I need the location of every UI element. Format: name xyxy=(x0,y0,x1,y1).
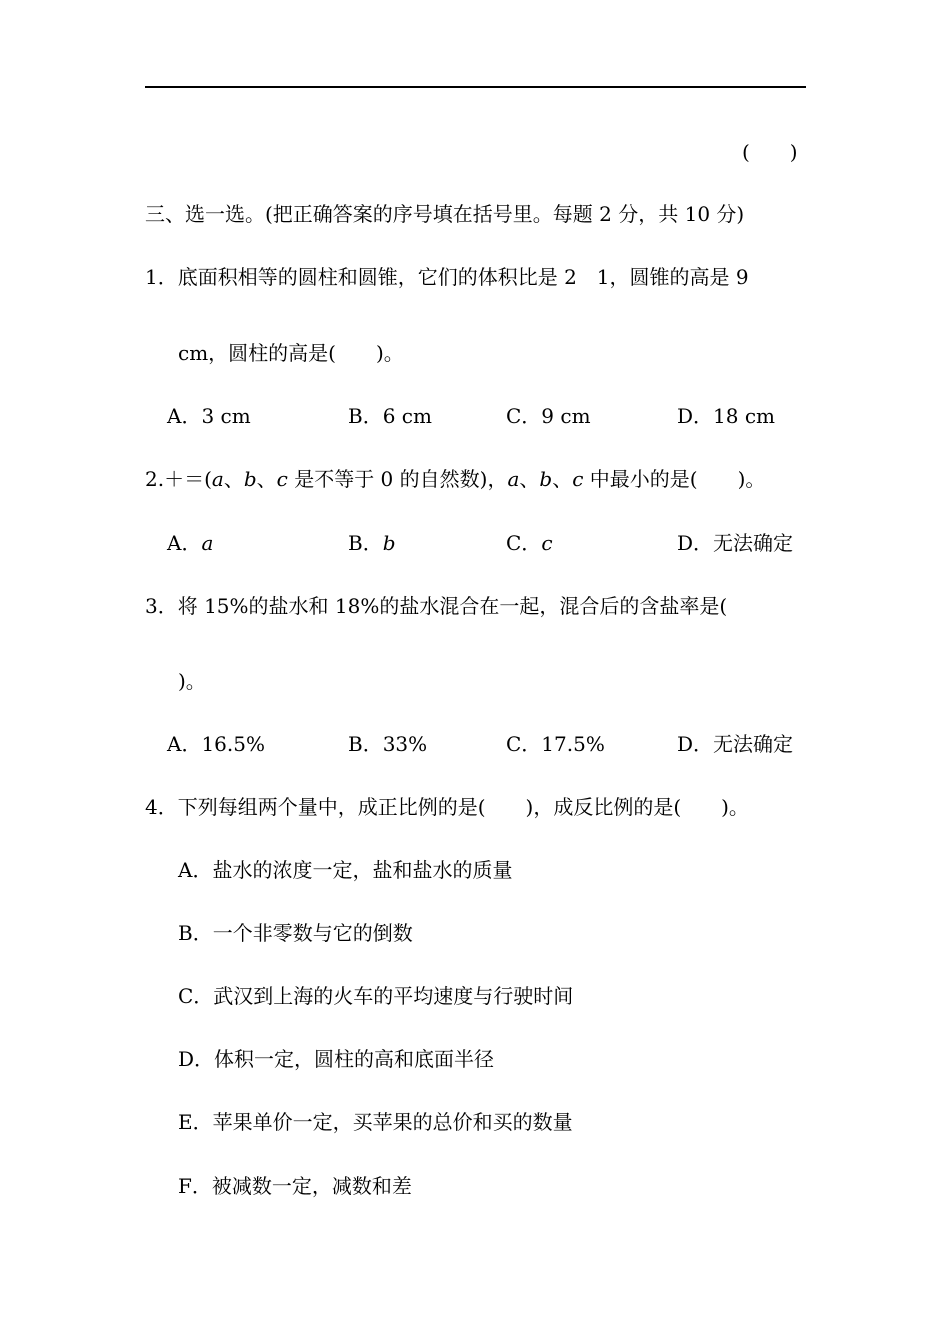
q2-suffix: 中最小的是( )。 xyxy=(583,467,766,491)
q2-option-d-value: 无法确定 xyxy=(713,531,794,555)
section-heading: 三、选一选。(把正确答案的序号填在括号里。每题 2 分，共 10 分) xyxy=(145,202,745,226)
q3-line2: )。 xyxy=(178,669,206,693)
q2-var-c2: c xyxy=(572,467,584,491)
q2-option-b-label: B． xyxy=(348,531,383,555)
q1-option-c: C．9 cm xyxy=(506,404,591,428)
answer-paren: ( ) xyxy=(742,140,798,164)
q1-option-d: D．18 cm xyxy=(677,404,776,428)
q2-var-a: a xyxy=(211,467,224,491)
q4-item-b: B．一个非零数与它的倒数 xyxy=(178,921,413,945)
q2-option-d xyxy=(677,529,793,557)
q2-var-b: b xyxy=(243,467,257,491)
q2-option-b-value: b xyxy=(382,531,396,555)
q1-option-a: A．3 cm xyxy=(167,404,251,428)
q2-var-a2: a xyxy=(507,467,520,491)
q4-line1: 4．下列每组两个量中，成正比例的是( )，成反比例的是( )。 xyxy=(145,795,749,819)
q2-option-a xyxy=(167,529,213,557)
q4-item-e: E．苹果单价一定，买苹果的总价和买的数量 xyxy=(178,1110,573,1134)
q2-sep4: 、 xyxy=(552,467,573,491)
q2-line xyxy=(145,465,765,493)
q2-prefix: 2.＋＝( xyxy=(145,467,212,491)
q3-option-a: A．16.5% xyxy=(167,732,265,756)
q3-line1: 3．将 15%的盐水和 18%的盐水混合在一起，混合后的含盐率是( xyxy=(145,594,728,618)
q2-var-c: c xyxy=(276,467,288,491)
q2-mid: 是不等于 0 的自然数)， xyxy=(287,467,508,491)
q4-item-f: F．被减数一定，减数和差 xyxy=(178,1174,412,1198)
q2-option-d-label: D． xyxy=(677,531,714,555)
top-rule xyxy=(145,86,806,88)
q2-sep2: 、 xyxy=(256,467,277,491)
q4-item-c: C．武汉到上海的火车的平均速度与行驶时间 xyxy=(178,984,574,1008)
q2-option-c-value: c xyxy=(541,531,553,555)
q1-line2: cm，圆柱的高是( )。 xyxy=(178,341,404,365)
q3-option-d: D．无法确定 xyxy=(677,732,794,756)
q2-option-a-value: a xyxy=(201,531,214,555)
q4-item-a: A．盐水的浓度一定，盐和盐水的质量 xyxy=(178,858,513,882)
q2-sep1: 、 xyxy=(223,467,244,491)
q3-option-b: B．33% xyxy=(348,732,428,756)
q2-option-b xyxy=(348,529,396,557)
q1-line1: 1．底面积相等的圆柱和圆锥，它们的体积比是 2 1，圆锥的高是 9 xyxy=(145,265,749,289)
q4-item-d: D．体积一定，圆柱的高和底面半径 xyxy=(178,1047,495,1071)
q3-option-c: C．17.5% xyxy=(506,732,605,756)
q1-option-b: B．6 cm xyxy=(348,404,432,428)
q2-option-c-label: C． xyxy=(506,531,542,555)
q2-option-a-label: A． xyxy=(167,531,202,555)
q2-var-b2: b xyxy=(539,467,553,491)
q2-option-c xyxy=(506,529,553,557)
q2-sep3: 、 xyxy=(519,467,540,491)
